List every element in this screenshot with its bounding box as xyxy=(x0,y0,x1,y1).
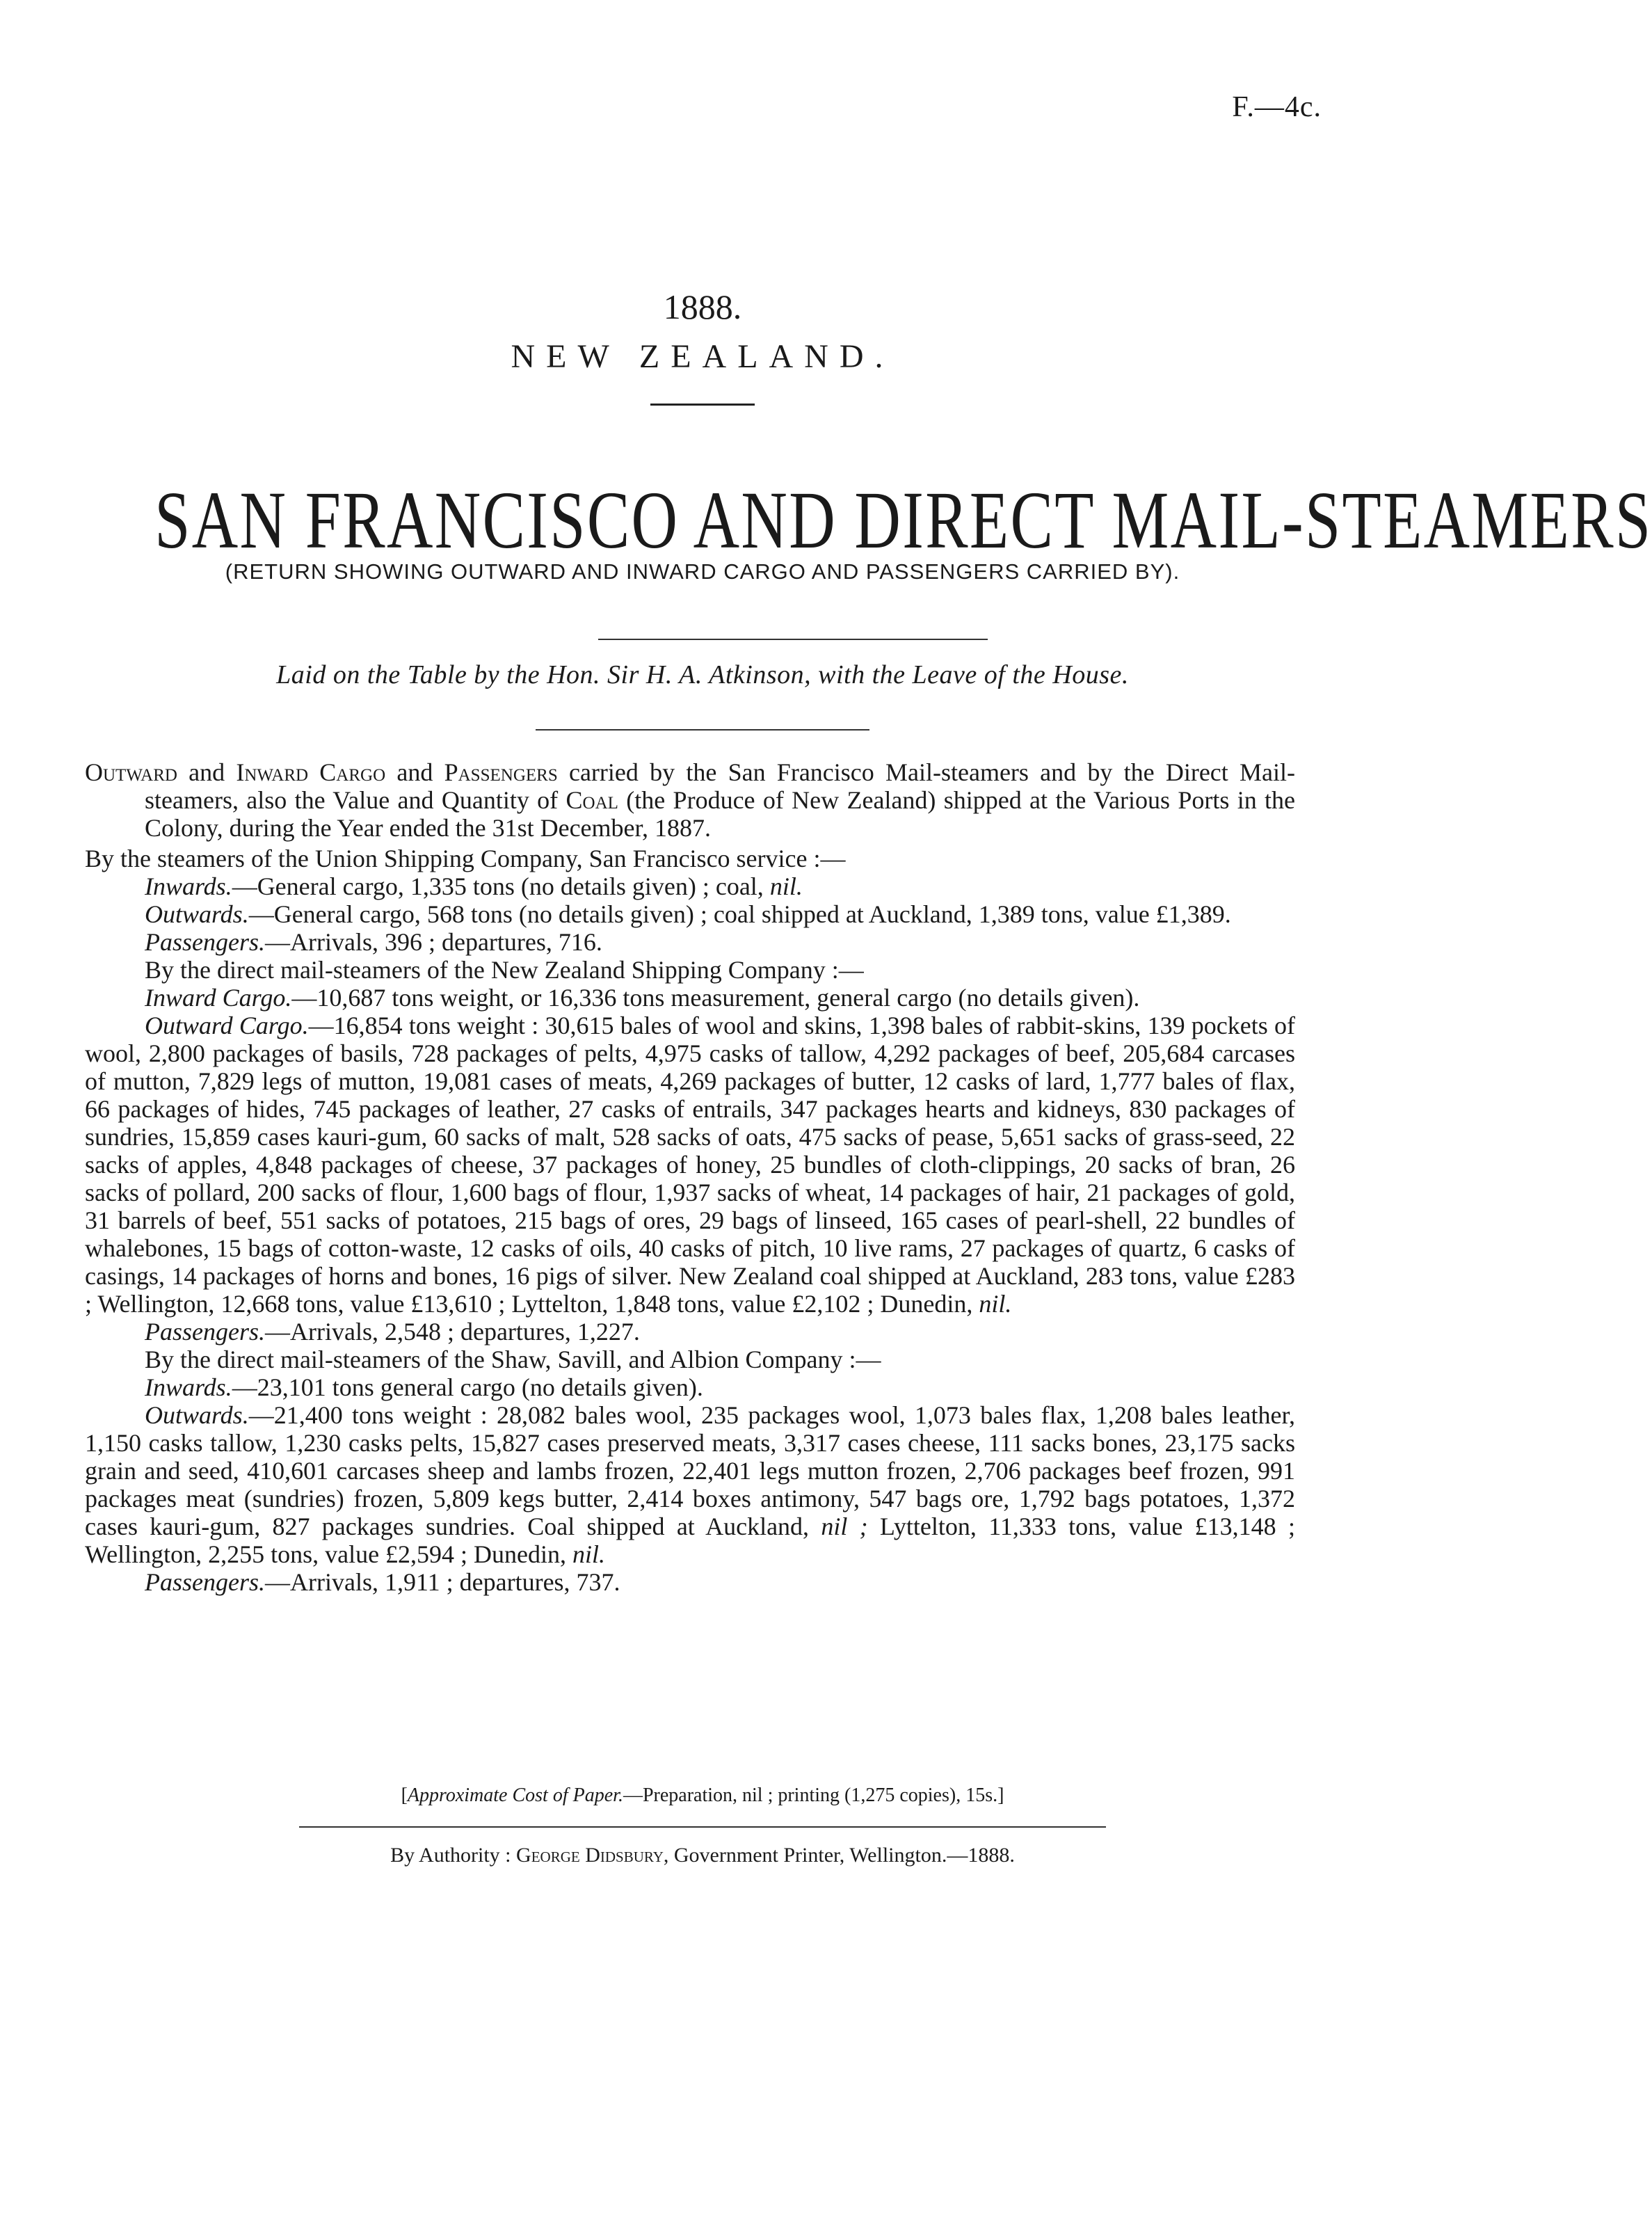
shaw-passengers: Passengers.—Arrivals, 1,911 ; departures, 737. xyxy=(145,1568,620,1596)
lead-paragraph: Outward and Inward Cargo and Passengers carried by the San Francisco Mail-steamers and by the Direct Mail-steamers, also the Value and Quantity of Coal (the Produce of New Zealand) shipped at the Various Ports in the Colony, during the Year ended the 31st December, 1887. xyxy=(85,758,1296,842)
document-year: 1888. xyxy=(663,287,742,326)
document-subtitle: (RETURN SHOWING OUTWARD AND INWARD CARGO AND PASSENGERS CARRIED BY). xyxy=(225,559,1180,584)
laid-on-table-note: Laid on the Table by the Hon. Sir H. A. Atkinson, with the Leave of the House. xyxy=(276,660,1129,689)
shaw-inwards: Inwards.—23,101 tons general cargo (no details given). xyxy=(145,1373,703,1401)
shaw-outwards: Outwards.—21,400 tons weight : 28,082 bales wool, 235 packages wool, 1,073 bales flax, 1,208 bales leather, 1,150 casks tallow, 1,230 casks pelts, 15,827 cases preserved meats, 3,317 cases cheese, 111 sacks bones, 23,175 sacks grain and seed, 410,601 carcases sheep and lambs frozen, 22,401 legs mutton frozen, 2,706 packages beef frozen, 991 packages meat (sundries) frozen, 5,809 kegs butter, 2,414 boxes antimony, 547 bags ore, 1,792 bags potatoes, 1,372 cases kauri-gum, 827 packages sundries. Coal shipped at Auckland, nil ; Lyttelton, 11,333 tons, value £13,148 ; Wellington, 2,255 tons, value £2,594 ; Dunedin, nil. xyxy=(85,1401,1295,1568)
document-country: NEW ZEALAND. xyxy=(511,338,895,375)
divider-footer xyxy=(299,1826,1106,1828)
report-body xyxy=(85,758,1295,1596)
nzsc-outward-cargo: Outward Cargo.—16,854 tons weight : 30,615 bales of wool and skins, 1,398 bales of rabbit-skins, 139 pockets of wool, 2,800 packages of basils, 728 packages of pelts, 4,975 casks of tallow, 4,292 packages of beef, 205,684 carcases of mutton, 7,829 legs of mutton, 19,081 cases of meats, 4,269 packages of butter, 12 casks of lard, 1,777 bales of flax, 66 packages of hides, 745 packages of leather, 27 casks of entrails, 347 packages hearts and kidneys, 830 packages of sundries, 15,859 cases kauri-gum, 60 sacks of malt, 528 sacks of oats, 475 sacks of pease, 5,651 sacks of grass-seed, 22 sacks of apples, 4,848 packages of cheese, 37 packages of honey, 25 bundles of cloth-clippings, 20 sacks of bran, 26 sacks of pollard, 200 sacks of flour, 1,600 bags of flour, 1,937 sacks of wheat, 14 packages of hair, 21 packages of gold, 31 barrels of beef, 551 sacks of potatoes, 215 bags of ores, 29 bags of linseed, 165 cases of pearl-shell, 22 bundles of whalebones, 15 bags of cotton-waste, 12 casks of oils, 40 casks of pitch, 10 live rams, 27 packages of quartz, 6 casks of casings, 14 packages of horns and bones, 16 pigs of silver. New Zealand coal shipped at Auckland, 283 tons, value £283 ; Wellington, 12,668 tons, value £13,610 ; Lyttelton, 1,848 tons, value £2,102 ; Dunedin, nil. xyxy=(85,1012,1295,1318)
nzsc-inward-cargo: Inward Cargo.—10,687 tons weight, or 16,336 tons measurement, general cargo (no details given). xyxy=(145,984,1140,1012)
cost-of-paper-note: [Approximate Cost of Paper.—Preparation, nil ; printing (1,275 copies), 15s.] xyxy=(401,1785,1004,1806)
nzsc-intro: By the direct mail-steamers of the New Zealand Shipping Company :— xyxy=(145,956,864,984)
document-title: SAN FRANCISCO AND DIRECT MAIL-STEAMERS xyxy=(154,474,1652,566)
union-passengers: Passengers.—Arrivals, 396 ; departures, 716. xyxy=(145,928,602,956)
union-outwards: Outwards.—General cargo, 568 tons (no details given) ; coal shipped at Auckland, 1,389 tons, value £1,389. xyxy=(145,900,1231,928)
paper-reference: F.—4c. xyxy=(1232,91,1322,123)
shaw-intro: By the direct mail-steamers of the Shaw, Savill, and Albion Company :— xyxy=(145,1346,881,1373)
divider-upper xyxy=(598,639,988,640)
divider-short xyxy=(650,404,755,406)
union-inwards: Inwards.—General cargo, 1,335 tons (no details given) ; coal, nil. xyxy=(145,872,803,900)
union-intro: By the steamers of the Union Shipping Company, San Francisco service :— xyxy=(85,845,846,872)
nzsc-passengers: Passengers.—Arrivals, 2,548 ; departures, 1,227. xyxy=(145,1318,640,1346)
printer-authority: By Authority : George Didsbury, Government Printer, Wellington.—1888. xyxy=(390,1844,1015,1867)
divider-lower xyxy=(536,729,869,731)
